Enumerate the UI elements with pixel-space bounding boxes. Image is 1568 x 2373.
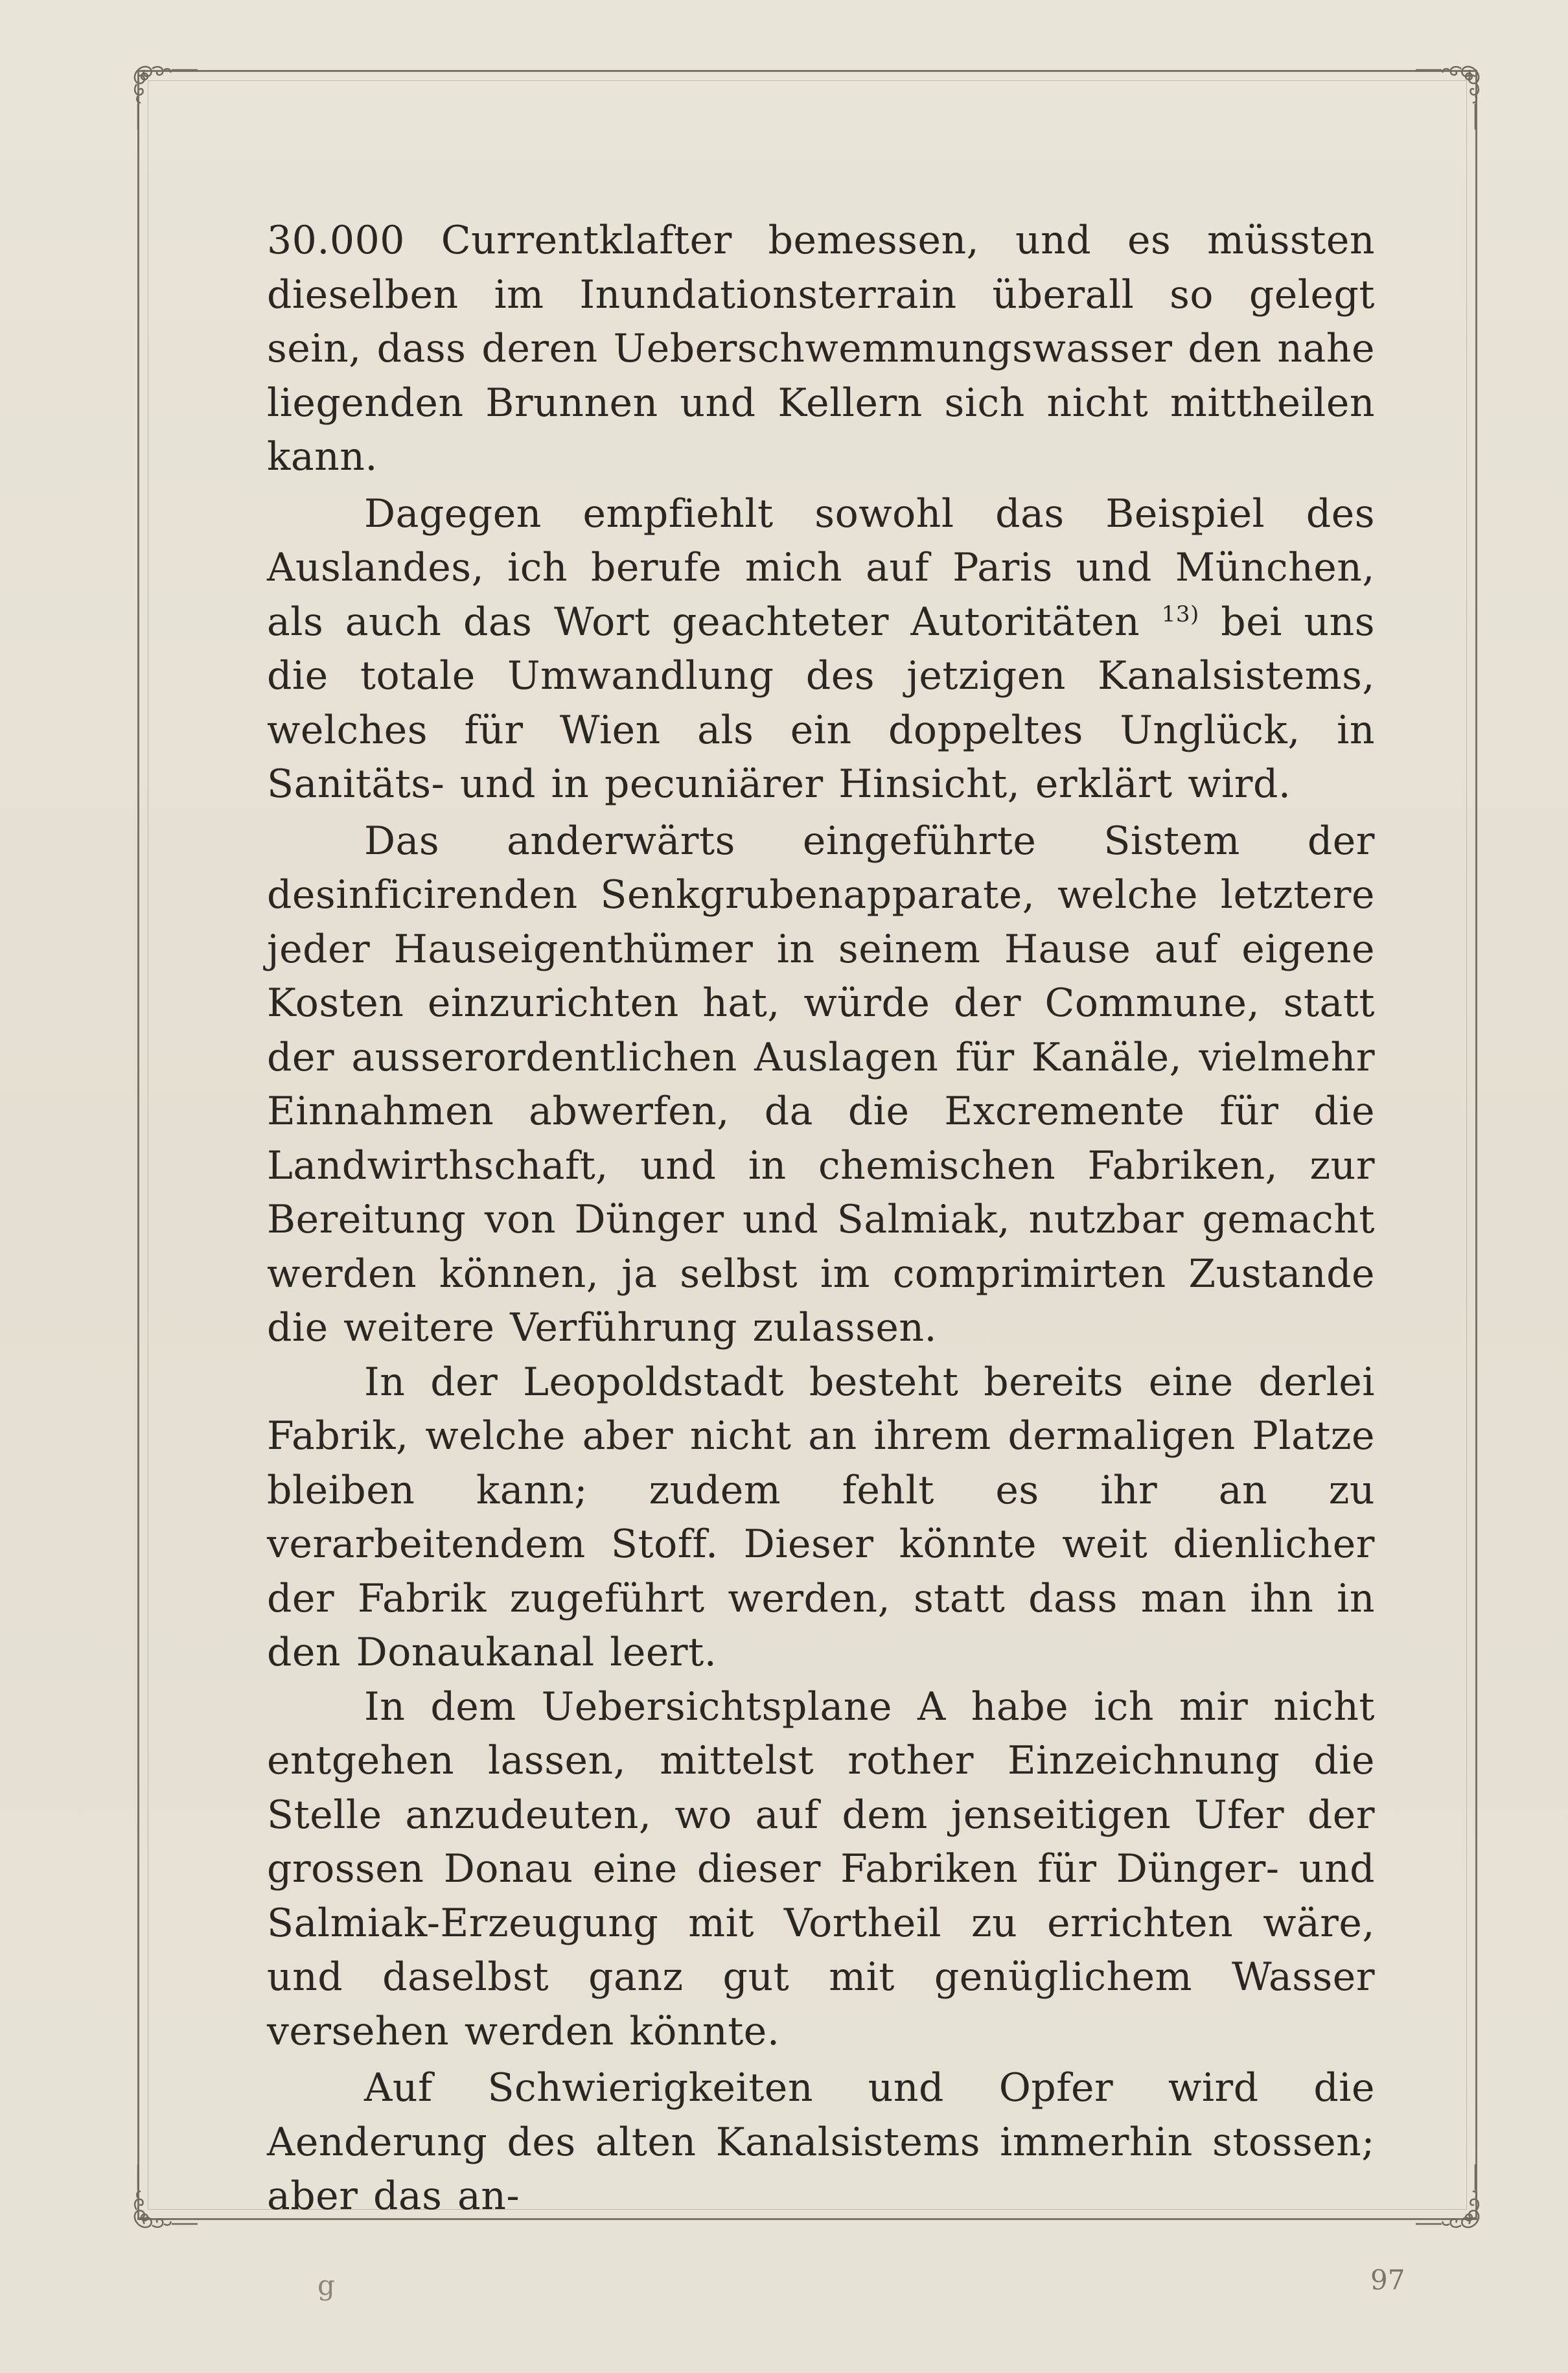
footnote-reference: 13) xyxy=(1161,601,1199,627)
corner-ornament-icon xyxy=(126,2164,198,2236)
paragraph-2 xyxy=(267,487,1375,812)
paragraph-5: In dem Uebersichtsplane A habe ich mir nicht entgehen lassen, mittelst rother Einzeichnung die Stelle anzudeuten, wo auf dem jenseitigen Ufer der grossen Donau eine dieser Fabriken für Dünger- und Salmiak-Erzeugung mit Vortheil zu errichten wäre, und daselbst ganz gut mit genüglichem Wasser versehen werden könnte. xyxy=(267,1684,1375,2054)
printer-signature: g xyxy=(317,2269,335,2301)
body-text xyxy=(267,214,1375,2224)
paragraph-1: 30.000 Currentklafter bemessen, und es müssten dieselben im Inundationsterrain überall so gelegt sein, dass deren Ueberschwemmungswasser den nahe liegenden Brunnen und Kellern sich nicht mittheilen kann. xyxy=(267,218,1375,480)
paragraph-3: Das anderwärts eingeführte Sistem der desinficirenden Senkgrubenapparate, welche letztere jeder Hauseigenthümer in seinem Hause auf eigene Kosten einzurichten hat, würde der Commune, statt der ausserordentlichen Auslagen für Kanäle, vielmehr Einnahmen abwerfen, da die Excremente für die Landwirthschaft, und in chemischen Fabriken, zur Bereitung von Dünger und Salmiak, nutzbar gemacht werden können, ja selbst im comprimirten Zustande die weitere Verführung zulassen. xyxy=(267,818,1375,1350)
page-number: 97 xyxy=(1370,2264,1405,2296)
corner-ornament-icon xyxy=(1416,2164,1487,2236)
paragraph-6: Auf Schwierigkeiten und Opfer wird die Aenderung des alten Kanalsistems immerhin stossen; aber das an- xyxy=(267,2065,1375,2219)
corner-ornament-icon xyxy=(126,58,198,130)
paragraph-2-part-2: bei uns die totale Umwandlung des jetzigen Kanalsistems, welches für Wien als ein doppeltes Unglück, in Sanitäts- und in pecuniärer Hinsicht, erklärt wird. xyxy=(267,599,1375,807)
corner-ornament-icon xyxy=(1416,58,1487,130)
paragraph-2-part-1: Dagegen empfiehlt sowohl das Beispiel des Auslandes, ich berufe mich auf Paris und München, als auch das Wort geachteter Autoritäten xyxy=(267,491,1375,645)
paragraph-4: In der Leopoldstadt besteht bereits eine derlei Fabrik, welche aber nicht an ihrem dermaligen Platze bleiben kann; zudem fehlt es ihr an zu verarbeitendem Stoff. Dieser könnte weit dienlicher der Fabrik zugeführt werden, statt dass man ihn in den Donaukanal leert. xyxy=(267,1359,1375,1675)
